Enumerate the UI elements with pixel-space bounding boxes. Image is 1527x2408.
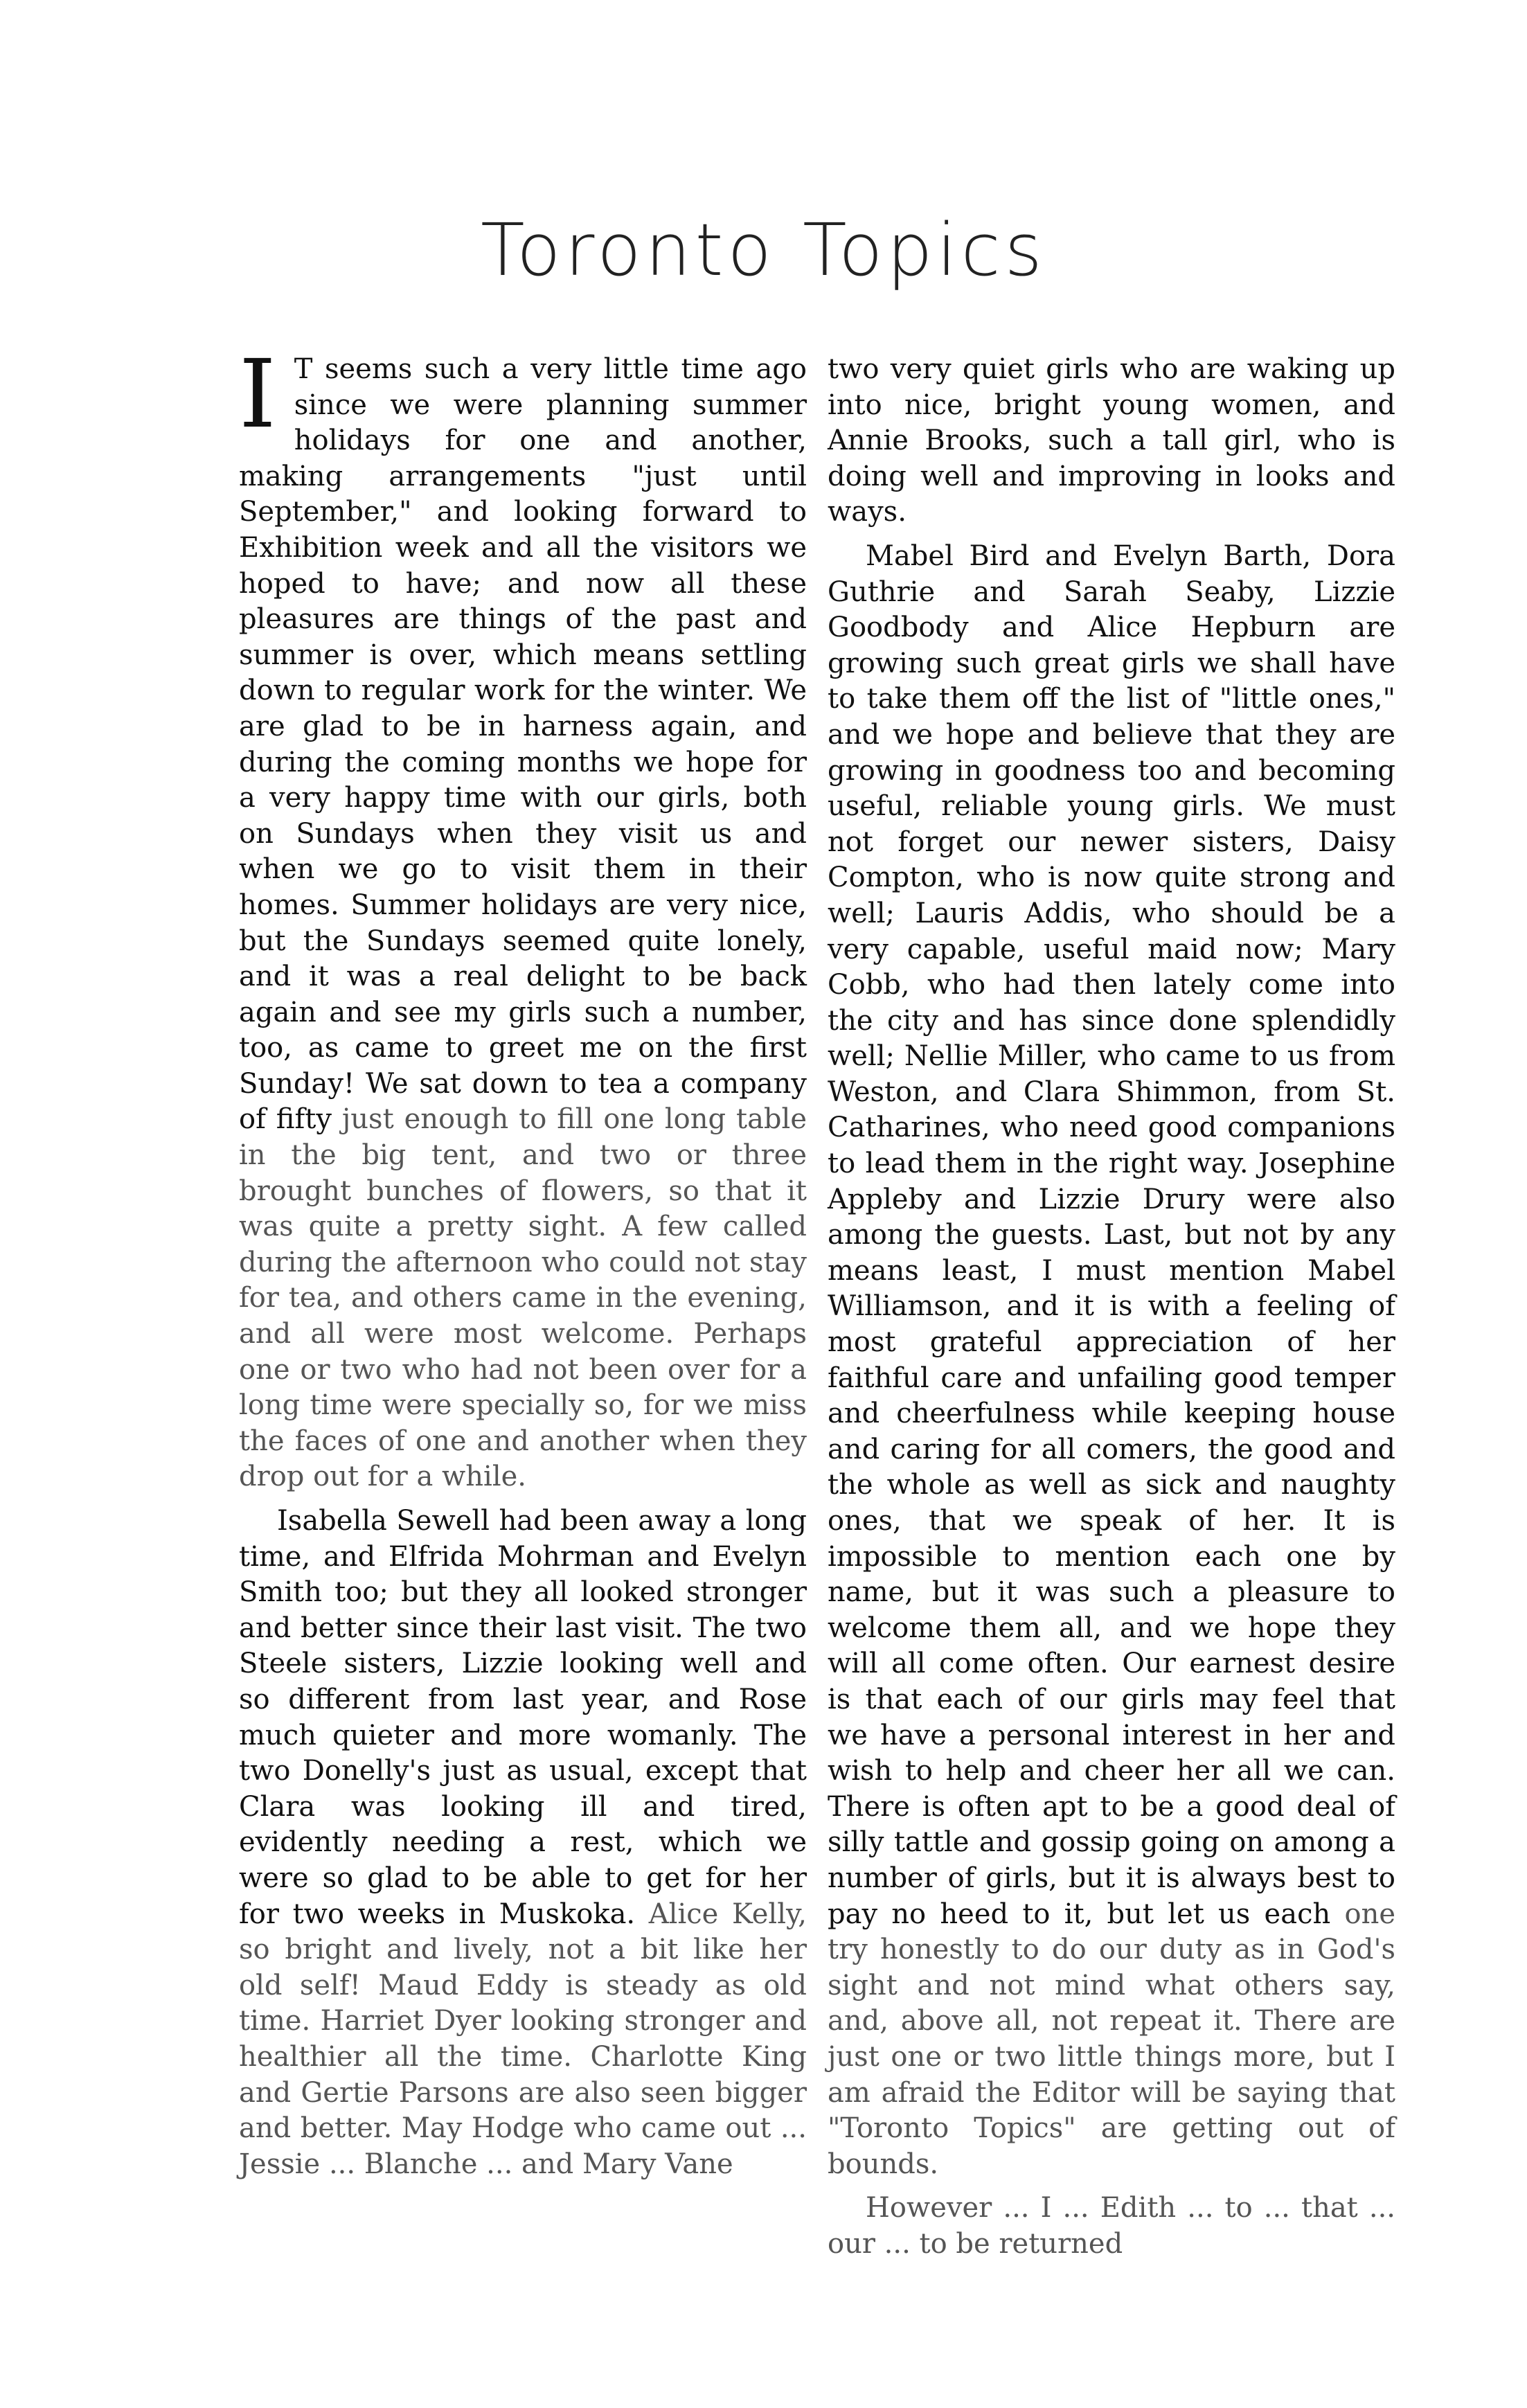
paragraph-text: two very quiet girls who are waking up into nice, bright young women, and Annie Brooks, such a tall girl, who is doing well and improving in looks and ways. — [828, 353, 1395, 528]
article-column-left — [239, 340, 807, 2182]
paragraph — [828, 352, 1395, 530]
paragraph — [239, 340, 807, 1495]
paragraph — [828, 2191, 1395, 2262]
drop-cap: I — [239, 340, 276, 449]
paragraph-text-faded: just enough to fill one long table in the big tent, and two or three brought bunches of flowers, so that it was quite a pretty sight. A few called during the afternoon who could not stay for tea, and others came in the evening, and all were most welcome. Perhaps one or two who had not been over for a long time were specially so, for we miss the faces of one and another when they drop out for a while. — [239, 1103, 807, 1493]
paragraph-text: T seems such a very little time ago since we were planning summer holidays for one and another, making arrangements "just until September," and looking forward to Exhibition week and all the visitors we hoped to have; and now all these pleasures are things of the past and summer is over, which means settling down to regular work for the winter. We are glad to be in harness again, and during the coming months we hope for a very happy time with our girls, both on Sundays when they visit us and when we go to visit them in their homes. Summer holidays are very nice, but the Sundays seemed quite lonely, and it was a real delight to be back again and see my girls such a number, too, as came to greet me on the first Sunday! We sat down to tea a company of fifty — [239, 353, 807, 1136]
paragraph-text-faded: However ... I ... Edith ... to ... that ... our ... to be returned — [828, 2192, 1395, 2260]
paragraph — [239, 1504, 807, 2182]
paragraph-text-faded: Alice Kelly, so bright and lively, not a bit like her old self! Maud Eddy is steady as old time. Harriet Dyer looking stronger and healthier all the time. Charlotte King and Gertie Parsons are also seen bigger and better. May Hodge who came out ... Jessie ... Blanche ... and Mary Vane — [239, 1898, 807, 2180]
paragraph-text-faded: one try honestly to do our duty as in God's sight and not mind what others say, and, above all, not repeat it. There are just one or two little things more, but I am afraid the Editor will be saying that "Toronto Topics" are getting out of bounds. — [828, 1898, 1396, 2180]
article-column-right — [828, 352, 1395, 2262]
page-title: Toronto Topics — [481, 208, 1046, 292]
paragraph-text: Isabella Sewell had been away a long time, and Elfrida Mohrman and Evelyn Smith too; but they all looked stronger and better since their last visit. The two Steele sisters, Lizzie looking well and so different from last year, and Rose much quieter and more womanly. The two Donelly's just as usual, except that Clara was looking ill and tired, evidently needing a rest, which we were so glad to be able to get for her for two weeks in Muskoka. — [239, 1505, 807, 1930]
paragraph-text: Mabel Bird and Evelyn Barth, Dora Guthrie and Sarah Seaby, Lizzie Goodbody and Alice Hepburn are growing such great girls we shall have to take them off the list of "little ones," and we hope and believe that they are growing in goodness too and becoming useful, reliable young girls. We must not forget our newer sisters, Daisy Compton, who is now quite strong and well; Lauris Addis, who should be a very capable, useful maid now; Mary Cobb, who had then lately come into the city and has since done splendidly well; Nellie Miller, who came to us from Weston, and Clara Shimmon, from St. Catharines, who need good companions to lead them in the right way. Josephine Appleby and Lizzie Drury were also among the guests. Last, but not by any means least, I must mention Mabel Williamson, and it is with a feeling of most grateful appreciation of her faithful care and unfailing good temper and cheerfulness while keeping house and caring for all comers, the good and the whole as well as sick and naughty ones, that we speak of her. It is impossible to mention each one by name, but it was such a pleasure to welcome them all, and we hope they will all come often. Our earnest desire is that each of our girls may feel that we have a personal interest in her and wish to help and cheer her all we can. There is often apt to be a good deal of silly tattle and gossip going on among a number of girls, but it is always best to pay no heed to it, but let us each — [828, 539, 1395, 1930]
paragraph — [828, 539, 1395, 2182]
